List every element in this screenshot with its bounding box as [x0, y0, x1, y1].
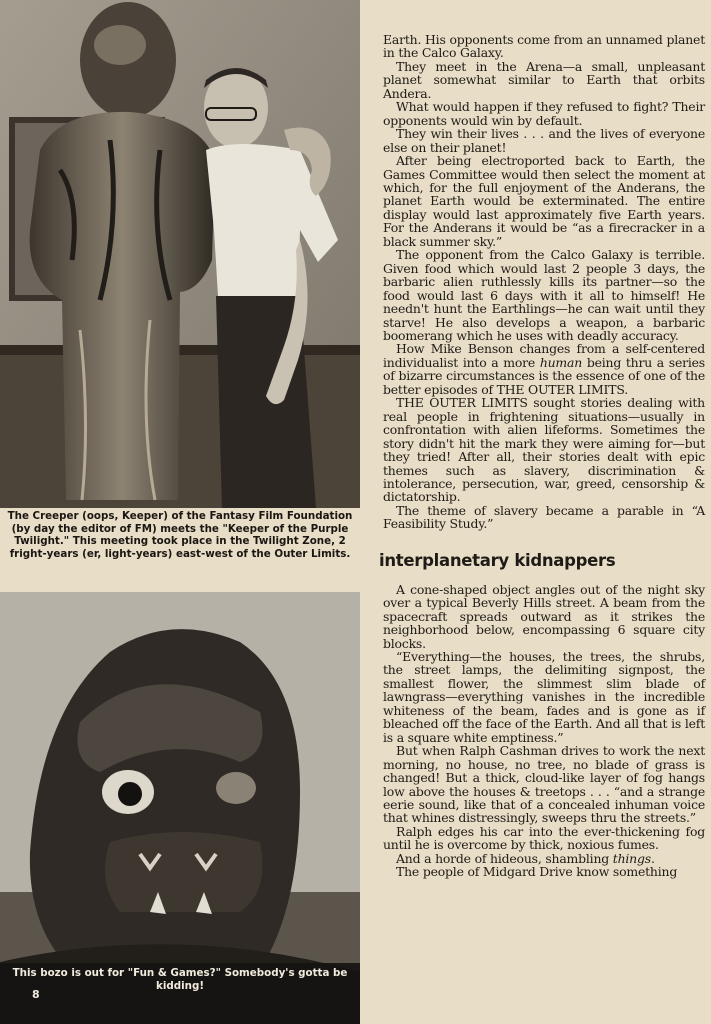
article-paragraph: Earth. His opponents come from an unnamed planet in the Calco Galaxy.: [383, 32, 705, 61]
text-run: And a horde of hideous, shambling: [396, 850, 613, 866]
emphasis-text: things: [612, 850, 651, 866]
article-paragraph-things: [383, 852, 705, 865]
article-paragraph: They win their lives . . . and the lives of everyone else on their planet!: [383, 126, 705, 155]
section-subhead: interplanetary kidnappers: [379, 550, 616, 570]
text-run: How Mike Benson changes from a self-centered individualist into a more: [383, 341, 705, 370]
article-paragraph-last: The people of Midgard Drive know something: [396, 864, 678, 880]
text-run: being thru a series of bizarre circumstances is the essence of one of the better episodes of THE OUTER LIMITS.: [383, 354, 705, 397]
photo-caption-bottom: This bozo is out for "Fun & Games?" Somebody's gotta be kidding!: [0, 963, 360, 1024]
photo-gorilla-alien-image: [0, 592, 360, 1024]
article-paragraph: The theme of slavery became a parable in “A Feasibility Study.”: [383, 502, 705, 532]
article-column: [379, 32, 705, 880]
text-run: .: [650, 850, 655, 866]
article-paragraph-human: [383, 342, 705, 396]
article-paragraph: They meet in the Arena—a small, unpleasant planet somewhat similar to Earth that orbits Andera.: [383, 58, 705, 101]
page-number: 8: [32, 988, 40, 1001]
photo-alien-and-man-image: [0, 0, 360, 508]
article-paragraph: A cone-shaped object angles out of the night sky over a typical Beverly Hills street. A beam from the spacecraft spreads outward as it strikes the neighborhood below, encompassing 6 square city blocks.: [383, 581, 705, 651]
emphasis-text: human: [539, 354, 583, 370]
article-paragraph: THE OUTER LIMITS sought stories dealing with real people in frightening situations—usually in confrontation with alien lifeforms. Sometimes the story didn't hit the mark they were aiming for—but they tried! After all, their stories dealt with epic themes such as slavery, discrimination & intolerance, persecution, war, greed, censorship & dictatorship.: [383, 395, 705, 505]
article-paragraph: After being electroported back to Earth, the Games Committee would then select the moment at which, for the full enjoyment of the Anderans, the planet Earth would be exterminated. The entire display would last approximately five Earth years. For the Anderans it would be “as a firecracker in a black summer sky.”: [383, 153, 705, 249]
photo-alien-and-man: [0, 0, 360, 508]
article-paragraph: But when Ralph Cashman drives to work the next morning, no house, no tree, no blade of grass is changed! But a thick, cloud-like layer of fog hangs low above the houses & treetops . . . “and a strange eerie sound, like that of a concealed inhuman voice that whines distressingly, sweeps thru the streets.”: [383, 743, 705, 826]
article-paragraph: “Everything—the houses, the trees, the shrubs, the street lamps, the delimiting signpost, the smallest flower, the slimmest slim blade of lawngrass—everything vanishes in the incredible whiteness of the beam, fades and is gone as if bleached off the face of the Earth. And all that is left is a square white emptiness.”: [383, 649, 705, 745]
article-paragraph: The opponent from the Calco Galaxy is terrible. Given food which would last 2 people 3 days, the barbaric alien ruthlessly kills its partner—so the food would last 6 days with it all to himself! He needn't hunt the Earthlings—he can wait until they starve! He also develops a weapon, a barbaric boomerang which he uses with deadly accuracy.: [383, 247, 705, 343]
photo-caption-top: The Creeper (oops, Keeper) of the Fantasy Film Foundation (by day the editor of FM) meets the "Keeper of the Purple Twilight." This meeting took place in the Twilight Zone, 2 fright-years (er, light-years) east-west of the Outer Limits.: [0, 508, 360, 578]
article-paragraph: What would happen if they refused to fight? Their opponents would win by default.: [383, 99, 705, 128]
article-paragraph: Ralph edges his car into the ever-thickening fog until he is overcome by thick, noxious fumes.: [383, 823, 705, 853]
photo-gorilla-alien: [0, 592, 360, 1024]
